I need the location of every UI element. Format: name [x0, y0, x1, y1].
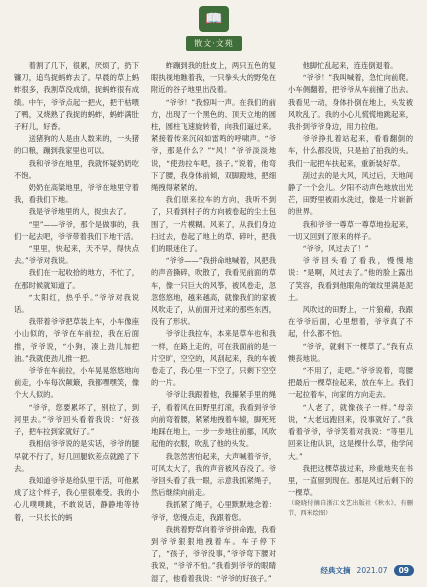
paragraph: “人老了，就像孩子一样。”母亲说，“大老远跑回来，没事就好了。”我看着爷爷，爷爷笑着对我说：“等里儿回来让他认识，这是棵什么草，他学问大。”	[288, 402, 413, 461]
paragraph: 送猪狗的人是由人数来的，一头猪的口粮，蹦到我家里也可以。	[14, 134, 139, 156]
paragraph: 我挑着野草向着爷爷拼命跑，我看到爷爷狠狠地拽着车。车子停下了，“孩子，爷爷没事，”爷爷弯下腰对我说，“爷爷不怕。”我看到爷爷的眼睛湿了，他看着我说：“爷爷的好孩子。”	[151, 524, 276, 583]
text-column-2	[151, 60, 276, 583]
paragraph: 着割了几下，很累，厌烦了，扔下镰刀，追鸟捉蚂蚱去了。早晨的草上蚂蚱很多，我割草没成绩，捉蚂蚱很有成绩。中午，爷爷点起一把火，把干枯喂了鸭，又烧熟了我捉的蚂蚱，蚂蚱满肚子籽儿，好香。	[14, 61, 139, 132]
paragraph: 我和爷爷在地里，我就怀疑奶奶吃不饱。	[14, 158, 139, 180]
paragraph: 我抓紧了绳子，心里默默地念着：爷爷，您慢点走，我跟着您。	[151, 500, 276, 522]
paragraph: 爷爷让我跟着他，我攥紧手里的绳子，看着风在田野里打滚，我看到爷爷向前弯着腰，紧紧地拽着车辕，脚死死地踩在地上，一步一步地往前挪，风吹起他的衣服，吹乱了他的头发。	[151, 390, 276, 449]
paragraph: “里”——爷爷，那个是做事的，我们一起去吧，爷爷带着我们下地干活。	[14, 219, 139, 241]
paragraph: “爷爷，风过去了！”	[302, 244, 369, 254]
paragraph: 我和爷爷一尊草一尊草地捡起来，一切又回到了原来的样子。	[288, 219, 413, 241]
paragraph: 我们在一起收拾的地方，不忙了，在那时候就知道了。	[14, 268, 139, 290]
paragraph: “爷爷，您要累坏了，别拉了，到河里去。”爷爷回头看着我说：“好孩子，把车拉到家就好了。”	[14, 402, 139, 437]
source-note: （晓晓付摘自浙江文艺出版社《秋水》，有删节，西米绘图）	[288, 500, 413, 518]
paragraph: 蚱蹦到我的肚皮上，两只五色的复眼执视地瞧着我，一只拳头大的野兔在附近的谷子地里出没着。	[151, 61, 276, 95]
issue-date: 2021.07	[356, 565, 388, 575]
section-header	[171, 6, 257, 54]
paragraph: 我忽然害怕起来，大声喊着爷爷，可风太大了，我的声音被风吞没了。爷爷回头看了我一眼，示意我抓紧绳子，然后继续向前走。	[151, 451, 276, 498]
paragraph: 我相信爷爷说的是实话，爷爷的腿早就不行了，好几回腿软差点就跪了下去。	[14, 439, 139, 473]
paragraph: 爷爷挣扎着站起来，看看翻倒的车，什么都没说，只是拍了拍我的头。我们一起把车扶起来，重新装好草。	[288, 134, 413, 168]
paragraph: 奶奶在高粱地里，爷爷在地里守着我，看我们下地。	[14, 183, 139, 205]
paragraph: 我带着爷爷把草装上车，小车像座小山似的，爷爷在车前拉，我在后面推，爷爷说，“小狗，凑上劲儿加把油。”我就使劲儿推一把。	[14, 317, 139, 363]
paragraph: 风吹过的田野上，一片狼藉，我跟在爷爷后面，心里想着，爷爷真了不起，什么都不怕。	[288, 305, 413, 339]
text-column-1	[14, 60, 139, 550]
paragraph: “爷爷！”我叫喊着，急忙向前爬。小车侧翻着，把爷爷从车前撞了出去。我看见一动，身体扑倒在地上，头发被风吹乱了。我的小心儿慌慌地跳起来，我扑到爷爷身边，用力拉他。	[288, 73, 413, 132]
page-number: 09	[394, 565, 414, 576]
paragraph: “爷爷！”我惊叫一声。在我们的前方，出现了一个黑色的、顶天立地的圆柱，圆柱飞速旋转着，向我们逼过来。紧接着传来沉闷如雷鸣的呼啸声。“爷爷，那是什么？”“风！”爷爷淡淡地说，“使劲拉车吧，孩子。”说着，他弯下了腰，我身体前倾，双脚蹬地，把细绳拽得紧紧的。	[151, 97, 276, 193]
paragraph: 我知道爷爷是给队里干活，可他累成了这个样子，我心里很难受。我的小心儿噗噗跳，不敢说话，静静地等待着，一只长长的蚂	[14, 475, 139, 522]
paragraph: “爷爷——”我拼命地喊着，风把我的声音撕碎，吹散了，我看见前面的草车，像一只巨大的风筝，被风卷走，忽忽悠悠地，越来越高，就像我们的家被风吹走了，从前面开过来的那些东西，没有了形状。	[151, 256, 276, 327]
paragraph: 爷爷在车前拉，小车晃晃悠悠地向前走，小车每次颠簸，我都嘿嘿笑，像个大人似的。	[14, 366, 139, 400]
paragraph: “不用了，走吧。”爷爷说着，弯腰把最后一棵草捡起来，放在车上。我们一起拉着车，向家的方向走去。	[288, 366, 413, 400]
paragraph: “里里，快起来，天不早，得快点去。”爷爷对我说。	[14, 244, 139, 266]
magazine-name: 经典文摘	[320, 565, 351, 575]
paragraph: “爷爷，就剩下一棵草了。”我有点懊丧地说。	[288, 341, 413, 363]
book-emblem-icon: 📖	[199, 6, 229, 32]
paragraph: 我们原来拉车的方向，我听不到了，只看到村子的方向被卷起的尘土包围了，一片模糊。风来了，从我们身边扫过去，卷起了地上的草、碎叶，把我们的眼迷住了。	[151, 195, 276, 254]
paragraph: “太阳红，热乎乎。”爷爷对我说话。	[14, 292, 139, 315]
paragraph: 我是爷爷地里的人，捉虫去了。	[28, 207, 131, 217]
paragraph: 我把这棵草拔过来，珍重地夹在书里，一直留到现在。那是风过后剩下的一棵草。	[288, 463, 413, 498]
paragraph: 爷爷回头看了看我，慢慢地说：“是啊，风过去了。”他的脸上露出了笑容，我看到他眼角的皱纹里满是泥土。	[288, 256, 413, 302]
paragraph: 爷爷让我拉车，本来是草车也和我一样，在路上走的，可在我面前的是一片空旷，空空的，风刮起来，我的车被卷走了，我心里一下空了，只剩下空空的一片。	[151, 329, 276, 388]
page-footer	[284, 563, 414, 577]
text-column-3	[288, 60, 413, 550]
paragraph: 刮过去的是大风，风过后，天地间静了一个会儿。夕阳不动声色地放出光芒，田野里被雨水洗过，像是一片崭新的世界。	[288, 170, 413, 217]
section-label: 散文·文苑	[186, 36, 242, 51]
paragraph: 他脚忙乱起来，连连倒退着。	[302, 61, 398, 70]
